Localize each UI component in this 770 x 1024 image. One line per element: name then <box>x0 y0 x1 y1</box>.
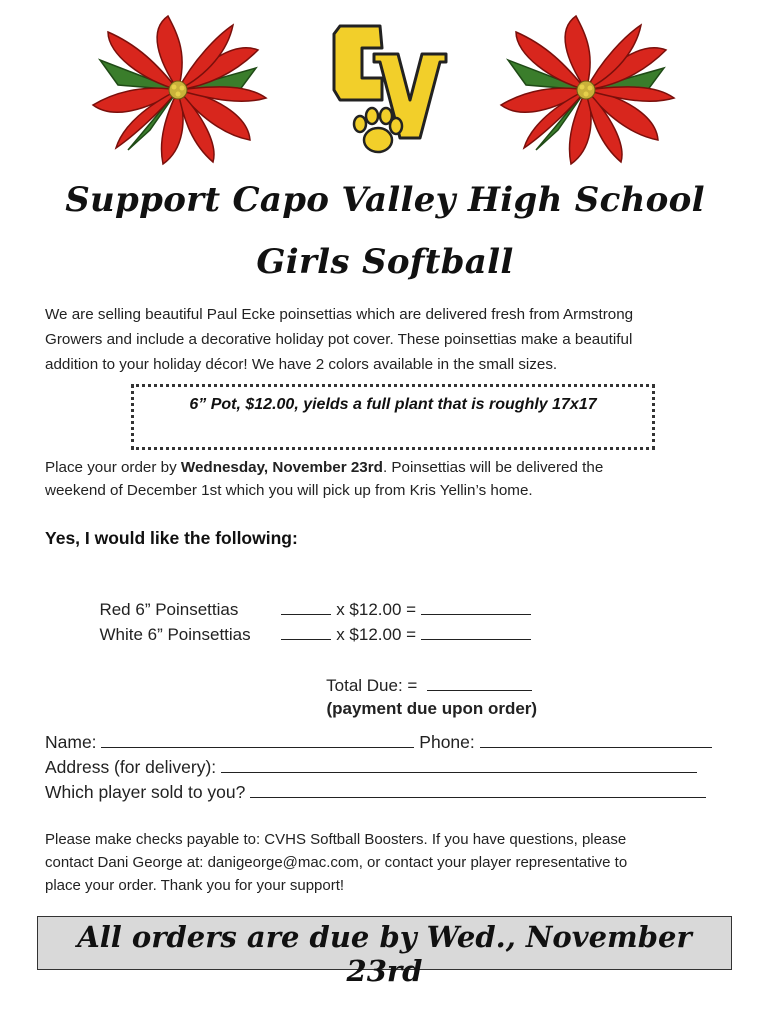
contact-line: place your order. Thank you for your support! <box>45 877 345 894</box>
player-label: Which player sold to you? <box>45 782 246 802</box>
deadline-text: All orders are due by Wed., November 23rd <box>77 920 692 988</box>
order-heading: Yes, I would like the following: <box>45 528 298 548</box>
intro-line: Growers and include a decorative holiday pot cover. These poinsettias make a beautiful <box>45 331 633 348</box>
contact-line: contact Dani George at: danigeorge@mac.com, or contact your player representative to <box>45 854 628 871</box>
page-title-line1: Support Capo Valley High School <box>65 180 705 220</box>
intro-paragraph <box>45 302 727 377</box>
payment-note <box>317 679 537 719</box>
order-by-date: Wednesday, November 23rd <box>180 459 383 476</box>
order-by-line2: weekend of December 1st which you will pick up from Kris Yellin’s home. <box>45 482 533 499</box>
name-label: Name: <box>45 732 97 752</box>
poinsettia-left-image <box>88 14 268 166</box>
order-item-row <box>90 603 531 645</box>
subtotal-field[interactable] <box>421 623 531 640</box>
pot-offer-text: 6” Pot, $12.00, yields a full plant that is roughly 17x17 <box>189 396 597 413</box>
total-due-label: Total Due: = <box>326 676 418 695</box>
player-row <box>45 780 706 803</box>
intro-line: addition to your holiday décor! We have 2 colors available in the small sizes. <box>45 356 558 373</box>
name-phone-row <box>45 730 712 753</box>
phone-label: Phone: <box>419 732 475 752</box>
item-label: White 6” Poinsettias <box>99 625 251 644</box>
item-price: x $12.00 = <box>336 625 417 644</box>
name-field[interactable] <box>101 730 414 748</box>
address-field[interactable] <box>221 755 697 773</box>
cv-logo <box>330 20 450 160</box>
player-field[interactable] <box>250 780 706 798</box>
order-deadline-paragraph <box>45 456 725 502</box>
contact-line: Please make checks payable to: CVHS Softball Boosters. If you have questions, please <box>45 831 627 848</box>
quantity-field[interactable] <box>281 623 331 640</box>
contact-paragraph <box>45 828 725 897</box>
order-by-prefix: Place your order by <box>45 459 181 476</box>
item-price: x $12.00 = <box>336 600 417 619</box>
intro-line: We are selling beautiful Paul Ecke poinsettias which are delivered fresh from Armstrong <box>45 306 634 323</box>
deadline-banner <box>37 916 732 988</box>
pot-offer-box <box>131 384 655 450</box>
item-label: Red 6” Poinsettias <box>99 600 239 619</box>
poinsettia-right-image <box>496 14 676 166</box>
phone-field[interactable] <box>480 730 712 748</box>
order-by-suffix: . Poinsettias will be delivered the <box>382 459 604 476</box>
address-label: Address (for delivery): <box>45 757 217 777</box>
payment-note-text: (payment due upon order) <box>326 699 538 718</box>
page-title-line2: Girls Softball <box>256 242 514 282</box>
address-row <box>45 755 697 778</box>
